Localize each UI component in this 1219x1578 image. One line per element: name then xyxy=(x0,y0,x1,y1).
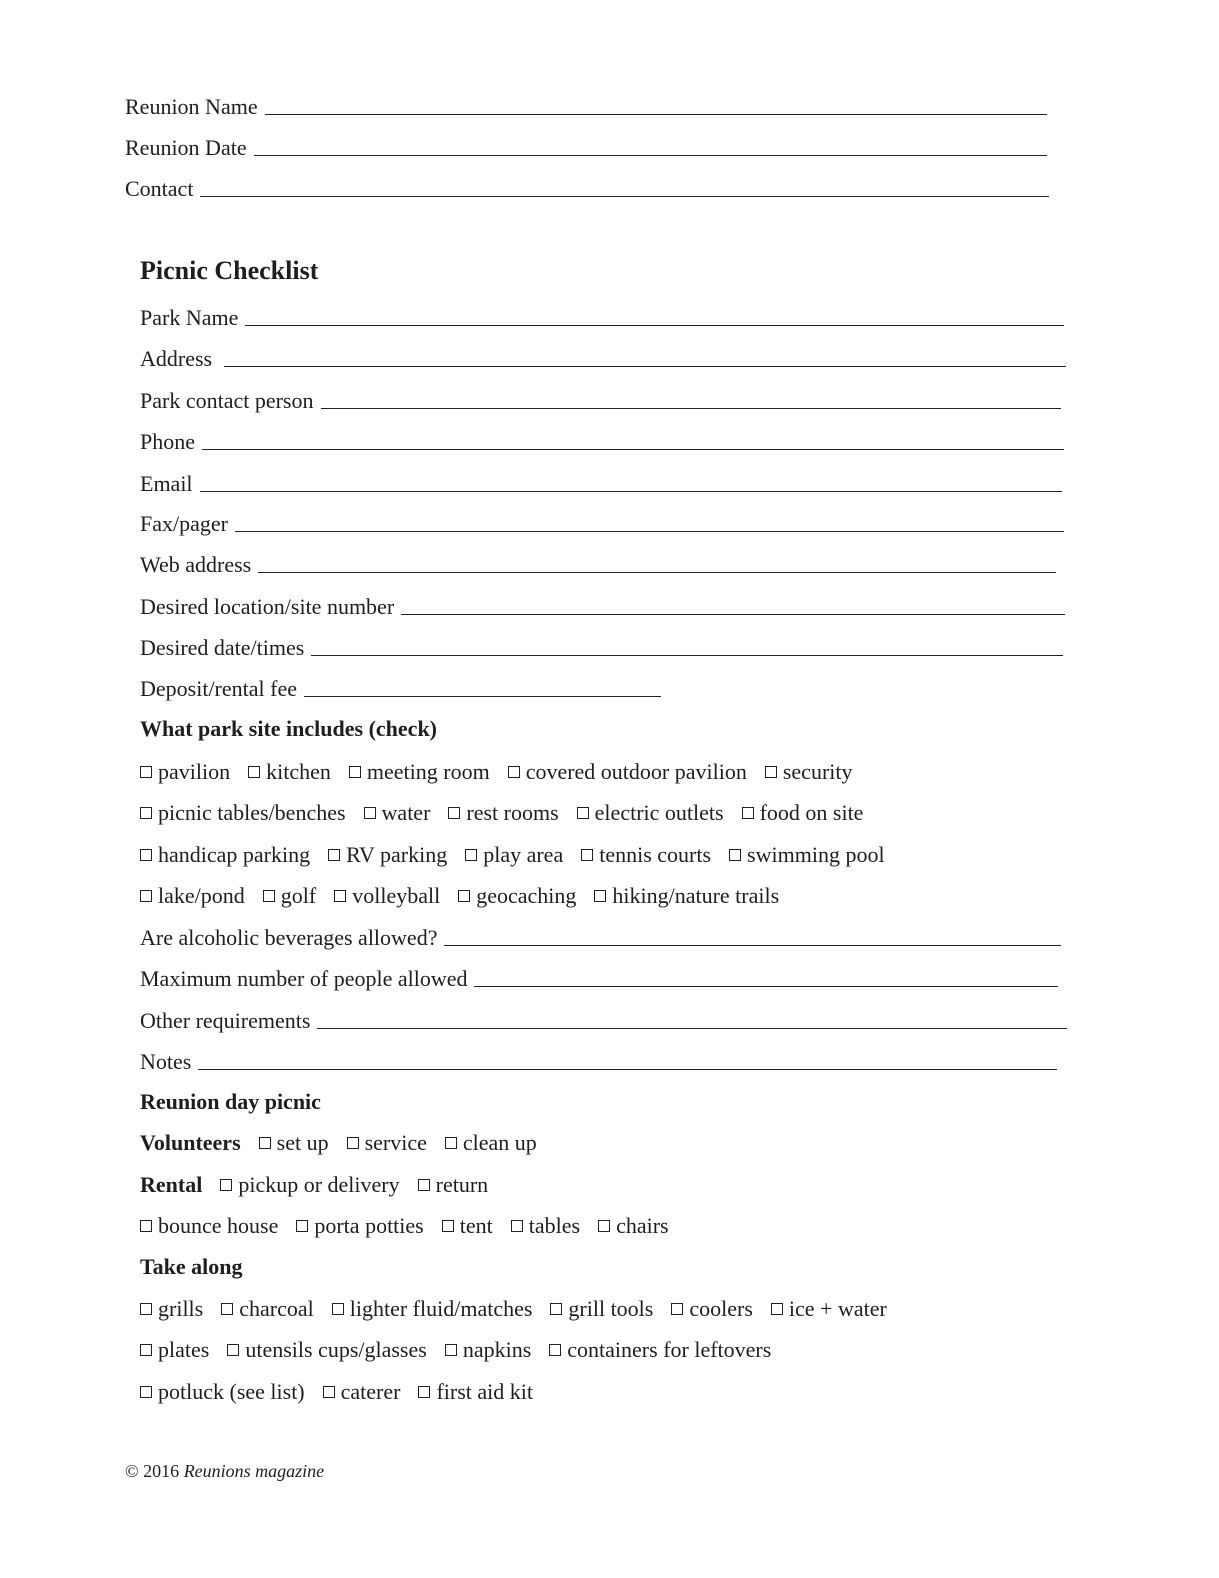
park-name-line[interactable] xyxy=(245,305,1064,326)
other-requirements-line[interactable] xyxy=(317,1008,1067,1029)
checkbox-icon[interactable] xyxy=(328,849,340,861)
publication-name: Reunions magazine xyxy=(183,1461,325,1481)
checkbox-icon[interactable] xyxy=(140,890,152,902)
checkbox-item[interactable] xyxy=(511,1213,580,1239)
park-contact-field[interactable] xyxy=(140,387,1061,414)
checkbox-icon[interactable] xyxy=(511,1220,523,1232)
checkbox-item[interactable] xyxy=(332,1296,533,1322)
checkbox-label: golf xyxy=(280,883,317,908)
volunteers-label: Volunteers xyxy=(140,1130,241,1155)
checkbox-label: handicap parking xyxy=(158,842,311,867)
checkbox-icon[interactable] xyxy=(598,1220,610,1232)
alcohol-line[interactable] xyxy=(444,925,1061,946)
checkbox-label: containers for leftovers xyxy=(567,1337,772,1362)
checkbox-label: RV parking xyxy=(346,842,448,867)
reunion-name-field[interactable] xyxy=(125,93,1047,120)
checkbox-icon[interactable] xyxy=(445,1137,457,1149)
take-along-row-1 xyxy=(140,1296,905,1322)
checkbox-item[interactable] xyxy=(296,1213,423,1239)
checkbox-icon[interactable] xyxy=(347,1137,359,1149)
checkbox-icon[interactable] xyxy=(448,807,460,819)
checkbox-icon[interactable] xyxy=(549,1344,561,1356)
checkbox-icon[interactable] xyxy=(577,807,589,819)
checkbox-item[interactable] xyxy=(742,800,864,826)
field-label: Fax/pager xyxy=(140,511,228,536)
checkbox-item[interactable] xyxy=(581,842,711,868)
checkbox-icon[interactable] xyxy=(550,1303,562,1315)
field-label: Contact xyxy=(125,176,194,201)
checkbox-icon[interactable] xyxy=(771,1303,783,1315)
checkbox-item[interactable] xyxy=(140,842,310,868)
other-requirements-field[interactable] xyxy=(140,1007,1067,1034)
checkbox-icon[interactable] xyxy=(442,1220,454,1232)
checkbox-label: return xyxy=(435,1172,489,1197)
checkbox-label: caterer xyxy=(340,1379,401,1404)
field-label: Park Name xyxy=(140,305,239,330)
checkbox-label: ice + water xyxy=(788,1296,887,1321)
checkbox-item[interactable] xyxy=(445,1130,537,1156)
checkbox-label: tennis courts xyxy=(599,842,712,867)
checkbox-item[interactable] xyxy=(259,1130,329,1156)
reunion-day-heading: Reunion day picnic xyxy=(140,1089,321,1114)
checkbox-label: geocaching xyxy=(476,883,577,908)
checkbox-item[interactable] xyxy=(140,1337,209,1363)
checkbox-item[interactable] xyxy=(227,1337,427,1363)
alcohol-field[interactable] xyxy=(140,924,1061,951)
checkbox-item[interactable] xyxy=(442,1213,493,1239)
checkbox-item[interactable] xyxy=(729,842,885,868)
park-name-field[interactable] xyxy=(140,304,1064,331)
checkbox-icon[interactable] xyxy=(220,1179,232,1191)
desired-location-line[interactable] xyxy=(401,594,1065,615)
checkbox-label: service xyxy=(364,1130,427,1155)
address-field[interactable] xyxy=(140,345,1066,372)
checkbox-label: porta potties xyxy=(314,1213,424,1238)
checkbox-icon[interactable] xyxy=(418,1386,430,1398)
checkbox-icon[interactable] xyxy=(445,1344,457,1356)
checkbox-label: pickup or delivery xyxy=(238,1172,400,1197)
checkbox-icon[interactable] xyxy=(227,1344,239,1356)
checkbox-icon[interactable] xyxy=(729,849,741,861)
email-field[interactable] xyxy=(140,470,1062,497)
checkbox-icon[interactable] xyxy=(221,1303,233,1315)
checkbox-item[interactable] xyxy=(140,1213,278,1239)
phone-line[interactable] xyxy=(202,429,1064,450)
checkbox-item[interactable] xyxy=(765,759,853,785)
checkbox-item[interactable] xyxy=(418,1172,489,1198)
checkbox-item[interactable] xyxy=(445,1337,531,1363)
checkbox-icon[interactable] xyxy=(332,1303,344,1315)
checkbox-label: utensils cups/glasses xyxy=(245,1337,427,1362)
checkbox-label: clean up xyxy=(462,1130,537,1155)
checkbox-icon[interactable] xyxy=(263,890,275,902)
field-label: Desired date/times xyxy=(140,635,305,660)
checkbox-item[interactable] xyxy=(577,800,724,826)
field-label: Are alcoholic beverages allowed? xyxy=(140,925,438,950)
checkbox-label: security xyxy=(782,759,853,784)
field-label: Other requirements xyxy=(140,1008,311,1033)
includes-row-1 xyxy=(140,759,871,785)
checkbox-label: tent xyxy=(459,1213,493,1238)
checkbox-item[interactable] xyxy=(349,759,490,785)
deposit-fee-line[interactable] xyxy=(304,676,661,697)
checkbox-icon[interactable] xyxy=(765,766,777,778)
checkbox-label: coolers xyxy=(689,1296,753,1321)
field-label: Address xyxy=(140,346,213,371)
field-label: Email xyxy=(140,471,193,496)
reunion-date-line[interactable] xyxy=(254,135,1047,156)
volunteers-row xyxy=(140,1130,555,1156)
checkbox-item[interactable] xyxy=(671,1296,753,1322)
checkbox-icon[interactable] xyxy=(671,1303,683,1315)
checkbox-icon[interactable] xyxy=(581,849,593,861)
checkbox-label: grills xyxy=(158,1296,204,1321)
checkbox-item[interactable] xyxy=(458,883,576,909)
desired-date-line[interactable] xyxy=(311,635,1063,656)
web-address-field[interactable] xyxy=(140,551,1056,578)
copyright-footer xyxy=(125,1460,324,1482)
field-label: Reunion Name xyxy=(125,94,258,119)
checkbox-label: tables xyxy=(528,1213,581,1238)
checkbox-item[interactable] xyxy=(448,800,558,826)
fax-pager-line[interactable] xyxy=(235,511,1064,532)
checkbox-icon[interactable] xyxy=(465,849,477,861)
field-label: Reunion Date xyxy=(125,135,247,160)
field-label: Desired location/site number xyxy=(140,594,395,619)
checkbox-icon[interactable] xyxy=(742,807,754,819)
web-address-line[interactable] xyxy=(258,552,1056,573)
checkbox-label: rest rooms xyxy=(466,800,559,825)
checkbox-label: picnic tables/benches xyxy=(158,800,346,825)
field-label: Web address xyxy=(140,552,252,577)
checkbox-item[interactable] xyxy=(594,883,779,909)
checkbox-icon[interactable] xyxy=(508,766,520,778)
checkbox-label: bounce house xyxy=(158,1213,279,1238)
checkbox-item[interactable] xyxy=(418,1379,533,1405)
checkbox-icon[interactable] xyxy=(140,766,152,778)
email-line[interactable] xyxy=(200,471,1062,492)
fax-pager-field[interactable] xyxy=(140,510,1064,537)
checkbox-item[interactable] xyxy=(140,1379,305,1405)
checkbox-icon[interactable] xyxy=(140,1344,152,1356)
contact-field[interactable] xyxy=(125,175,1049,202)
checkbox-icon[interactable] xyxy=(140,849,152,861)
checkbox-item[interactable] xyxy=(328,842,447,868)
checkbox-item[interactable] xyxy=(263,883,316,909)
checkbox-label: lighter fluid/matches xyxy=(349,1296,533,1321)
page-title: Picnic Checklist xyxy=(140,256,319,285)
checkbox-icon[interactable] xyxy=(418,1179,430,1191)
checkbox-label: first aid kit xyxy=(436,1379,534,1404)
checkbox-item[interactable] xyxy=(140,1296,203,1322)
checkbox-label: lake/pond xyxy=(158,883,245,908)
checkbox-item[interactable] xyxy=(248,759,331,785)
checkbox-item[interactable] xyxy=(549,1337,771,1363)
checkbox-item[interactable] xyxy=(771,1296,887,1322)
checkbox-icon[interactable] xyxy=(140,1220,152,1232)
checkbox-label: napkins xyxy=(462,1337,532,1362)
park-contact-line[interactable] xyxy=(321,388,1062,409)
max-people-line[interactable] xyxy=(474,966,1058,987)
reunion-name-line[interactable] xyxy=(265,94,1047,115)
checkbox-icon[interactable] xyxy=(458,890,470,902)
deposit-fee-field[interactable] xyxy=(140,675,661,702)
checkbox-icon[interactable] xyxy=(334,890,346,902)
checkbox-item[interactable] xyxy=(140,800,346,826)
checkbox-item[interactable] xyxy=(140,883,245,909)
includes-heading: What park site includes (check) xyxy=(140,716,437,741)
checkbox-label: kitchen xyxy=(266,759,331,784)
checkbox-item[interactable] xyxy=(364,800,431,826)
checkbox-label: grill tools xyxy=(568,1296,654,1321)
checkbox-item[interactable] xyxy=(221,1296,314,1322)
checkbox-item[interactable] xyxy=(508,759,747,785)
checkbox-label: swimming pool xyxy=(747,842,885,867)
take-along-row-3 xyxy=(140,1379,551,1405)
checkbox-item[interactable] xyxy=(220,1172,399,1198)
checkbox-label: charcoal xyxy=(239,1296,314,1321)
contact-line[interactable] xyxy=(200,176,1049,197)
checkbox-item[interactable] xyxy=(347,1130,427,1156)
address-line[interactable] xyxy=(224,346,1066,367)
reunion-date-field[interactable] xyxy=(125,134,1047,161)
phone-field[interactable] xyxy=(140,428,1064,455)
checkbox-label: water xyxy=(381,800,431,825)
checkbox-icon[interactable] xyxy=(248,766,260,778)
checkbox-label: covered outdoor pavilion xyxy=(525,759,747,784)
checkbox-icon[interactable] xyxy=(364,807,376,819)
checkbox-label: hiking/nature trails xyxy=(612,883,780,908)
field-label: Phone xyxy=(140,429,195,454)
field-label: Notes xyxy=(140,1049,192,1074)
checkbox-label: volleyball xyxy=(352,883,441,908)
checkbox-icon[interactable] xyxy=(140,1303,152,1315)
includes-row-4 xyxy=(140,883,797,909)
checkbox-icon[interactable] xyxy=(349,766,361,778)
rental-label: Rental xyxy=(140,1172,203,1197)
take-along-row-2 xyxy=(140,1337,789,1363)
field-label: Park contact person xyxy=(140,388,314,413)
includes-row-2 xyxy=(140,800,881,826)
checkbox-label: chairs xyxy=(616,1213,669,1238)
checkbox-item[interactable] xyxy=(323,1379,401,1405)
desired-date-field[interactable] xyxy=(140,634,1063,661)
copyright-text: © 2016 xyxy=(125,1461,180,1481)
checkbox-label: play area xyxy=(483,842,564,867)
take-along-heading: Take along xyxy=(140,1254,243,1279)
checkbox-label: pavilion xyxy=(158,759,231,784)
field-label: Maximum number of people allowed xyxy=(140,966,468,991)
checkbox-item[interactable] xyxy=(465,842,563,868)
checkbox-icon[interactable] xyxy=(140,807,152,819)
checkbox-icon[interactable] xyxy=(296,1220,308,1232)
checkbox-item[interactable] xyxy=(334,883,440,909)
checkbox-item[interactable] xyxy=(550,1296,653,1322)
desired-location-field[interactable] xyxy=(140,593,1065,620)
checkbox-icon[interactable] xyxy=(140,1386,152,1398)
includes-row-3 xyxy=(140,842,903,868)
checkbox-item[interactable] xyxy=(140,759,230,785)
notes-line[interactable] xyxy=(198,1049,1057,1070)
checkbox-label: potluck (see list) xyxy=(158,1379,305,1404)
checkbox-label: electric outlets xyxy=(594,800,724,825)
checkbox-icon[interactable] xyxy=(323,1386,335,1398)
rental-items-row xyxy=(140,1213,687,1239)
checkbox-icon[interactable] xyxy=(594,890,606,902)
checkbox-item[interactable] xyxy=(598,1213,669,1239)
notes-field[interactable] xyxy=(140,1048,1057,1075)
checkbox-label: meeting room xyxy=(366,759,490,784)
field-label: Deposit/rental fee xyxy=(140,676,297,701)
checkbox-label: plates xyxy=(158,1337,210,1362)
max-people-field[interactable] xyxy=(140,965,1058,992)
checkbox-label: food on site xyxy=(759,800,864,825)
rental-row xyxy=(140,1172,506,1198)
checkbox-icon[interactable] xyxy=(259,1137,271,1149)
checkbox-label: set up xyxy=(276,1130,329,1155)
